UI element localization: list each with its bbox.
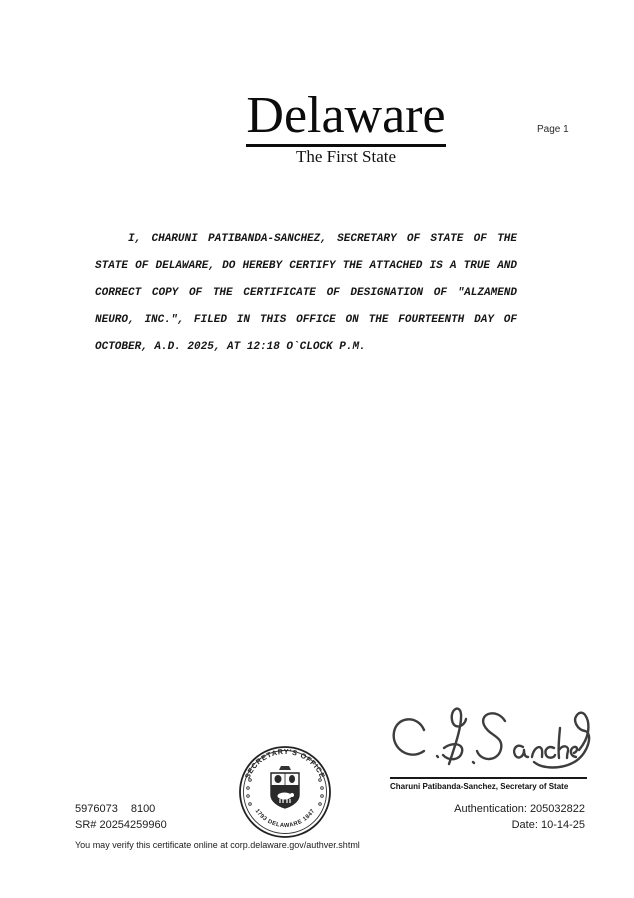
corn-icon — [289, 775, 295, 783]
certificate-text-line: STATE OF DELAWARE, DO HEREBY CERTIFY THE ATTACHED IS A TRUE AND — [95, 260, 517, 272]
state-title-block — [246, 88, 446, 147]
page-number: Page 1 — [537, 124, 569, 135]
seal-shield-band — [271, 785, 299, 789]
certificate-body — [95, 226, 517, 361]
verification-note: You may verify this certificate online at corp.delaware.gov/authver.shtml — [75, 840, 360, 850]
signature-stroke — [477, 713, 505, 759]
signature-stroke — [394, 719, 424, 754]
state-subtitle: The First State — [295, 147, 397, 166]
svg-text:1793 DELAWARE 1847 — [254, 808, 317, 829]
state-seal — [238, 745, 332, 839]
signature-image — [386, 700, 593, 778]
signature-stroke — [514, 728, 577, 758]
signature-stroke — [473, 762, 474, 763]
file-number: 5976073 — [75, 803, 118, 815]
file-code: 8100 — [130, 803, 156, 815]
signature-stroke — [437, 756, 438, 757]
signature-caption: Charuni Patibanda-Sanchez, Secretary of State — [390, 777, 587, 791]
authentication-number: Authentication: 205032822 — [454, 803, 585, 815]
state-title: Delaware — [246, 87, 446, 144]
signature-stroke — [449, 709, 466, 764]
sr-number: SR# 20254259960 — [75, 818, 167, 831]
certificate-text-line: NEURO, INC.", FILED IN THIS OFFICE ON THE FOURTEENTH DAY OF — [95, 314, 517, 326]
certificate-text-line: OCTOBER, A.D. 2025, AT 12:18 O`CLOCK P.M. — [95, 341, 366, 353]
authentication-date: Date: 10-14-25 — [511, 818, 585, 831]
certificate-text-line: CORRECT COPY OF THE CERTIFICATE OF DESIGNATION OF "ALZAMEND — [95, 287, 517, 299]
seal-crest — [279, 766, 291, 770]
filing-numbers — [75, 802, 167, 833]
authentication-block — [454, 802, 585, 833]
seal-top-text: SECRETARY'S OFFICE — [242, 746, 328, 780]
seal-bottom-text: 1793 DELAWARE 1847 — [253, 808, 317, 830]
wheat-sheaf-icon — [275, 775, 282, 783]
signature-stroke — [534, 713, 589, 768]
certificate-text-line: I, CHARUNI PATIBANDA-SANCHEZ, SECRETARY OF STATE OF THE — [128, 233, 517, 245]
